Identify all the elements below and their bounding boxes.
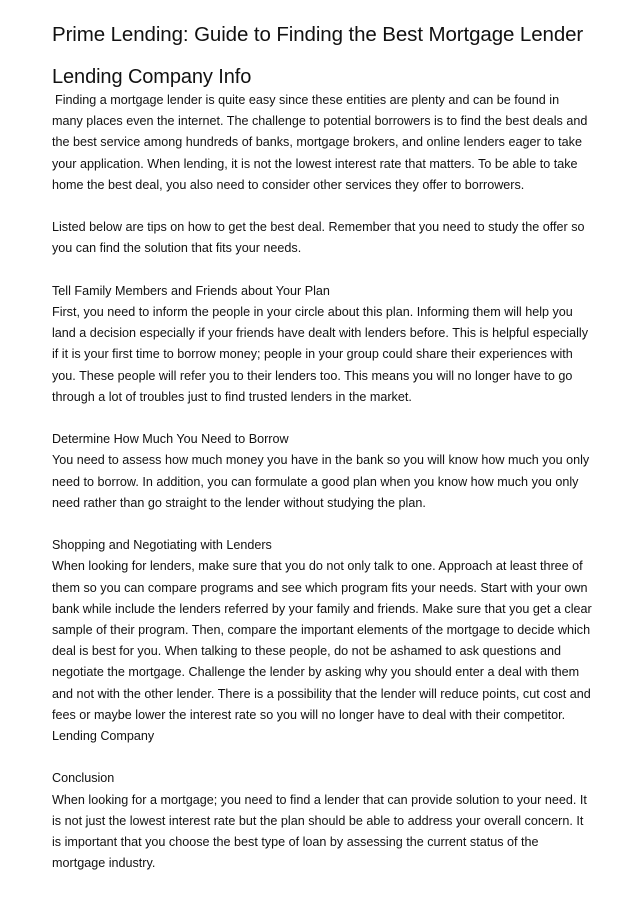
document-body — [52, 90, 592, 874]
section-subtitle: Lending Company Info — [52, 66, 252, 88]
section-heading-family: Tell Family Members and Friends about Your Plan — [52, 283, 330, 298]
paragraph-gap — [52, 408, 592, 429]
section-text-shopping: When looking for lenders, make sure that you do not only talk to one. Approach at least three of them so you can compare programs and see which program fits your needs. Start with your own bank while include the lenders referred by your family and friends. Make sure that you get a clear sample of their program. Then, compare the important elements of the mortgage to decide which deal is best for you. When talking to these people, do not be ashamed to ask questions and negotiate the mortgage. Challenge the lender by asking why you should enter a deal with them and not with the other lender. There is a possibility that the lender will reduce points, cut cost and fees or maybe lower the interest rate so you will no longer have to deal with their competitor. — [52, 559, 592, 722]
section-trailer-lending-company: Lending Company — [52, 729, 155, 744]
section-text-family: First, you need to inform the people in your circle about this plan. Informing them will help you land a decision especially if your friends have dealt with lenders before. This is helpful especially if it is your first time to borrow money; people in your group could share their experiences with you. These people will refer you to their lenders too. This means you will no longer have to go through a lot of troubles just to find trusted lenders in the market. — [52, 305, 588, 404]
paragraph-gap — [52, 260, 592, 281]
paragraph-gap — [52, 514, 592, 535]
section-text-borrow: You need to assess how much money you have in the bank so you will know how much you only need to borrow. In addition, you can formulate a good plan when you know how much you only need rather than go straight to the lender without studying the plan. — [52, 453, 590, 510]
section-heading-shopping: Shopping and Negotiating with Lenders — [52, 538, 272, 553]
section-heading-borrow: Determine How Much You Need to Borrow — [52, 432, 289, 447]
paragraph-gap — [52, 747, 592, 768]
document-page — [52, 22, 592, 874]
intro-paragraph: Finding a mortgage lender is quite easy since these entities are plenty and can be found in many places even the internet. The challenge to potential borrowers is to find the best deals and the best service among hundreds of banks, mortgage brokers, and online lenders eager to take your application. When lending, it is not the lowest interest rate that matters. To be able to take home the best deal, you also need to consider other services they offer to borrowers. — [52, 93, 588, 192]
tips-intro-paragraph: Listed below are tips on how to get the best deal. Remember that you need to study the offer so you can find the solution that fits your needs. — [52, 220, 585, 256]
section-heading-conclusion: Conclusion — [52, 771, 115, 786]
document-title: Prime Lending: Guide to Finding the Best Mortgage Lender — [52, 23, 584, 46]
paragraph-gap — [52, 196, 592, 217]
section-text-conclusion: When looking for a mortgage; you need to find a lender that can provide solution to your need. It is not just the lowest interest rate but the plan should be able to address your overall concern. It is important that you choose the best type of loan by assessing the current status of the mortgage industry. — [52, 792, 587, 871]
